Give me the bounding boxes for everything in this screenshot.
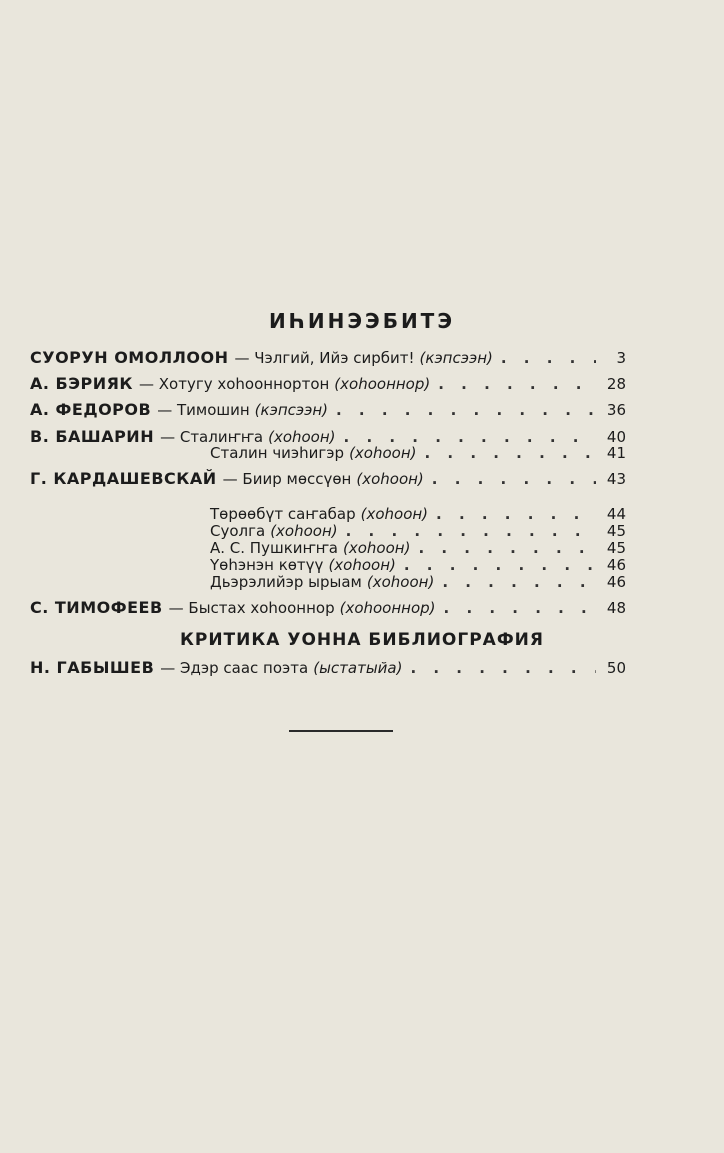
divider-rule <box>289 730 393 732</box>
entry-author: Н. ГАБЫШЕВ <box>30 658 155 677</box>
entry-author: В. БАШАРИН <box>30 427 155 446</box>
entry-title: Суолга <box>210 522 266 540</box>
entry-genre: (хоһоон) <box>349 444 417 462</box>
entry-genre: (хоһоон) <box>366 573 435 591</box>
entry-page: 28 <box>606 375 626 393</box>
entry-genre: (хоһоон) <box>360 505 429 523</box>
entry-page: 45 <box>606 522 626 540</box>
entry-title: — Эдэр саас поэта <box>160 659 309 677</box>
leader-dots <box>444 599 596 617</box>
toc-entry <box>30 598 626 622</box>
entry-genre: (хоһооннор) <box>339 599 436 617</box>
entry-page: 46 <box>606 573 626 591</box>
entry-author: СУОРУН ОМОЛЛООН <box>30 348 229 367</box>
entry-genre: (кэпсээн) <box>419 349 493 367</box>
entry-title: — Сталиҥҥа <box>160 428 264 446</box>
entry-author: Г. КАРДАШЕВСКАЙ <box>30 469 217 488</box>
entry-genre: (хоһоон) <box>356 470 424 488</box>
leader-dots <box>432 470 596 488</box>
leader-dots <box>442 573 596 591</box>
toc-entry <box>30 348 626 372</box>
leader-dots <box>418 539 596 557</box>
entry-title: — Быстах хоһооннор <box>168 599 335 617</box>
leader-dots <box>410 659 596 677</box>
entry-page: 43 <box>606 470 626 488</box>
entry-page: 3 <box>616 349 626 367</box>
entry-title: — Тимошин <box>157 401 250 419</box>
entry-page: 46 <box>606 556 626 574</box>
leader-dots <box>438 375 596 393</box>
entry-page: 45 <box>606 539 626 557</box>
entry-author: С. ТИМОФЕЕВ <box>30 598 163 617</box>
leader-dots <box>336 401 596 419</box>
entry-genre: (кэпсээн) <box>254 401 328 419</box>
toc-title: ИҺИНЭЭБИТЭ <box>268 309 456 333</box>
section-heading: КРИТИКА УОННА БИБЛИОГРАФИЯ <box>179 630 545 650</box>
entry-genre: (ыстатыйа) <box>313 659 403 677</box>
entry-title: — Хотугу хоһооннортон <box>138 375 330 393</box>
entry-page: 36 <box>606 401 626 419</box>
toc-entry <box>30 374 626 398</box>
leader-dots <box>404 556 596 574</box>
entry-genre: (хоһоон) <box>270 522 338 540</box>
entry-author: А. ФЕДОРОВ <box>30 400 152 419</box>
leader-dots <box>501 349 596 367</box>
entry-title: А. С. Пушкиҥҥа <box>210 539 338 557</box>
entry-page: 48 <box>606 599 626 617</box>
entry-author: А. БЭРИЯК <box>30 374 133 393</box>
toc-entry <box>30 400 626 424</box>
leader-dots <box>436 505 596 523</box>
leader-dots <box>346 522 596 540</box>
toc-subentry <box>210 573 626 597</box>
entry-title: Дьэрэлийэр ырыам <box>210 573 362 591</box>
entry-page: 44 <box>606 505 626 523</box>
toc-entry <box>30 658 626 682</box>
entry-page: 50 <box>606 659 626 677</box>
entry-genre: (хоһооннор) <box>334 375 431 393</box>
entry-title: — Биир мөссүөн <box>222 470 352 488</box>
entry-title: Үөһэнэн көтүү <box>210 556 324 574</box>
entry-genre: (хоһоон) <box>268 428 336 446</box>
entry-title: Төрөөбүт саҥабар <box>210 505 356 523</box>
entry-page: 40 <box>606 428 626 446</box>
entry-genre: (хоһоон) <box>343 539 411 557</box>
leader-dots <box>425 444 597 462</box>
entry-genre: (хоһоон) <box>328 556 396 574</box>
entry-title: — Чэлгий, Ийэ сирбит! <box>234 349 415 367</box>
toc-subentry <box>210 444 626 468</box>
entry-title: Сталин чиэһигэр <box>210 444 345 462</box>
entry-page: 41 <box>606 444 626 462</box>
toc-entry <box>30 469 626 493</box>
